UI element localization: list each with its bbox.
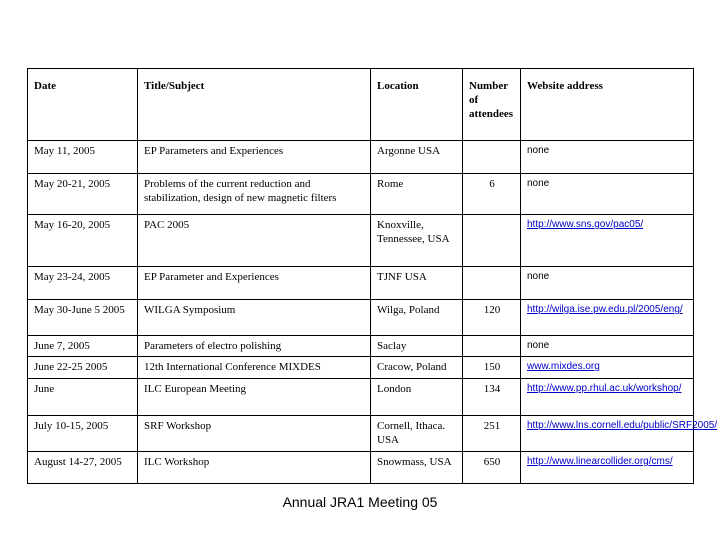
- meetings-table: [27, 68, 718, 484]
- date-cell: May 16-20, 2005: [28, 215, 138, 267]
- website-cell: none: [521, 267, 694, 300]
- location-cell: Snowmass, USA: [371, 452, 463, 484]
- table-row: [28, 215, 694, 267]
- date-cell: May 11, 2005: [28, 141, 138, 174]
- subject-cell: Problems of the current reduction and stabilization, design of new magnetic filters: [138, 174, 371, 215]
- location-cell: Cracow, Poland: [371, 357, 463, 379]
- subject-cell: EP Parameter and Experiences: [138, 267, 371, 300]
- website-cell: none: [521, 336, 694, 357]
- date-cell: May 20-21, 2005: [28, 174, 138, 215]
- location-cell: Wilga, Poland: [371, 300, 463, 336]
- location-cell: Knoxville, Tennessee, USA: [371, 215, 463, 267]
- attendees-cell: [463, 267, 521, 300]
- table-row: [28, 300, 694, 336]
- subject-cell: PAC 2005: [138, 215, 371, 267]
- attendees-cell: 120: [463, 300, 521, 336]
- table-row: [28, 452, 694, 484]
- subject-cell: Parameters of electro polishing: [138, 336, 371, 357]
- attendees-cell: 134: [463, 379, 521, 416]
- attendees-cell: [463, 141, 521, 174]
- footer-caption: Annual JRA1 Meeting 05: [282, 494, 438, 510]
- website-cell[interactable]: www.mixdes.org: [521, 357, 694, 379]
- website-cell[interactable]: http://wilga.ise.pw.edu.pl/2005/eng/: [521, 300, 694, 336]
- table-row: [28, 357, 694, 379]
- table-row: [28, 379, 694, 416]
- location-cell: TJNF USA: [371, 267, 463, 300]
- subject-cell: WILGA Symposium: [138, 300, 371, 336]
- table-row: [28, 336, 694, 357]
- date-cell: May 23-24, 2005: [28, 267, 138, 300]
- website-cell[interactable]: http://www.sns.gov/pac05/: [521, 215, 694, 267]
- location-cell: Saclay: [371, 336, 463, 357]
- header-website: Website address: [521, 69, 694, 141]
- subject-cell: ILC Workshop: [138, 452, 371, 484]
- table-body: [28, 141, 718, 484]
- attendees-cell: 6: [463, 174, 521, 215]
- website-cell[interactable]: http://www.linearcollider.org/cms/: [521, 452, 694, 484]
- date-cell: May 30-June 5 2005: [28, 300, 138, 336]
- table-row: [28, 141, 694, 174]
- location-cell: Rome: [371, 174, 463, 215]
- location-cell: Cornell, Ithaca. USA: [371, 416, 463, 452]
- header-location: Location: [371, 69, 463, 141]
- header-subject: Title/Subject: [138, 69, 371, 141]
- attendees-cell: [463, 336, 521, 357]
- table-row: [28, 267, 694, 300]
- date-cell: June 7, 2005: [28, 336, 138, 357]
- location-cell: London: [371, 379, 463, 416]
- subject-cell: 12th International Conference MIXDES: [138, 357, 371, 379]
- table-row: [28, 416, 694, 452]
- subject-cell: SRF Workshop: [138, 416, 371, 452]
- attendees-cell: 650: [463, 452, 521, 484]
- website-cell[interactable]: http://www.lns.cornell.edu/public/SRF2005/: [521, 416, 694, 452]
- date-cell: July 10-15, 2005: [28, 416, 138, 452]
- website-cell[interactable]: http://www.pp.rhul.ac.uk/workshop/: [521, 379, 694, 416]
- subject-cell: EP Parameters and Experiences: [138, 141, 371, 174]
- subject-cell: ILC European Meeting: [138, 379, 371, 416]
- header-date: Date: [28, 69, 138, 141]
- location-cell: Argonne USA: [371, 141, 463, 174]
- website-cell: none: [521, 141, 694, 174]
- header-attendees: Number of attendees: [463, 69, 521, 141]
- attendees-cell: [463, 215, 521, 267]
- attendees-cell: 150: [463, 357, 521, 379]
- attendees-cell: 251: [463, 416, 521, 452]
- date-cell: August 14-27, 2005: [28, 452, 138, 484]
- table-row: [28, 174, 694, 215]
- date-cell: June: [28, 379, 138, 416]
- date-cell: June 22-25 2005: [28, 357, 138, 379]
- website-cell: none: [521, 174, 694, 215]
